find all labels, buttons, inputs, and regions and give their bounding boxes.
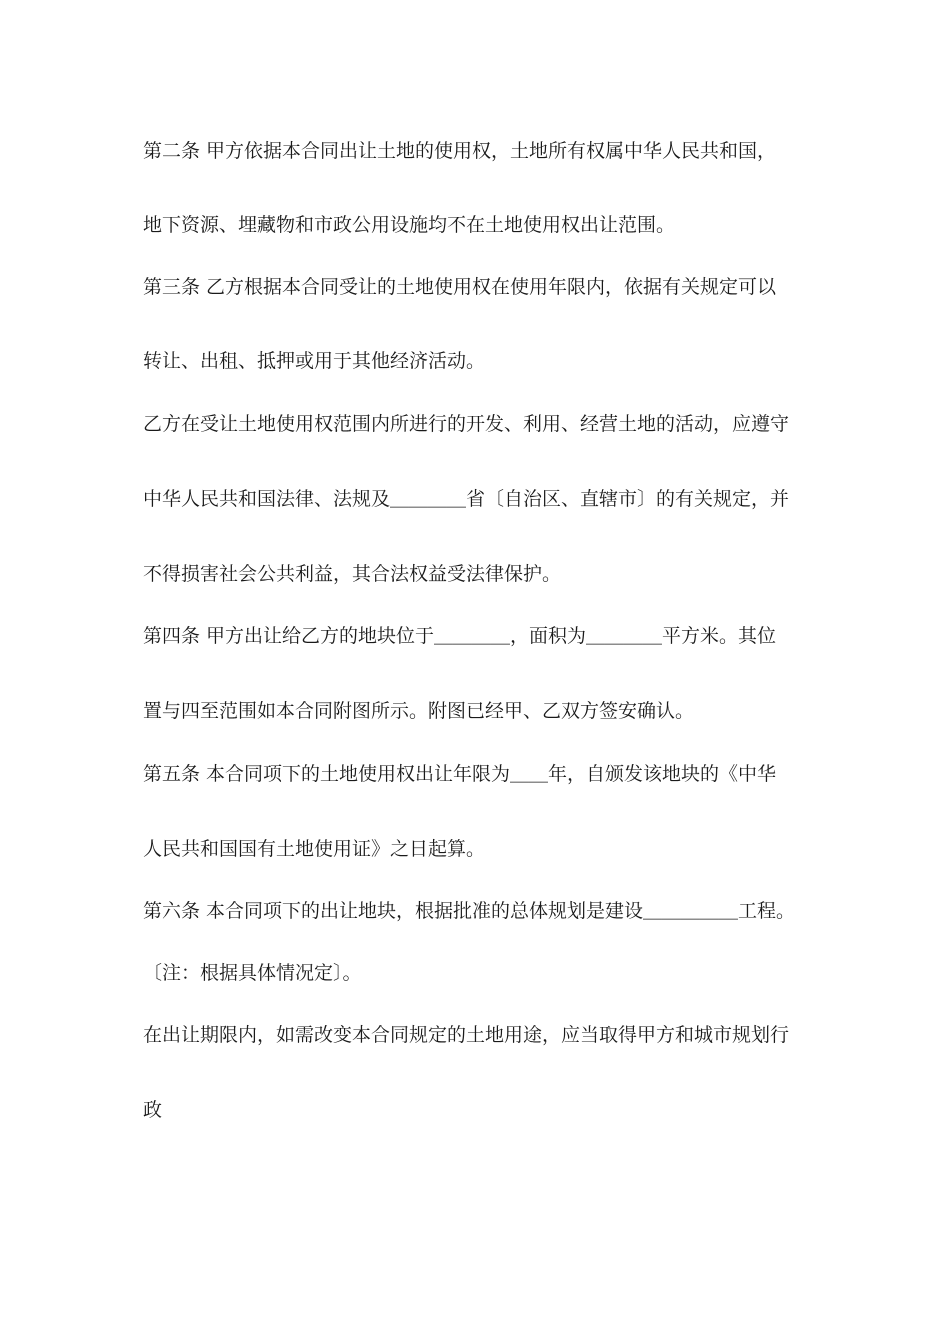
text-line: 第二条 甲方依据本合同出让土地的使用权，土地所有权属中华人民共和国，: [143, 140, 777, 162]
text-line: 第五条 本合同项下的土地使用权出让年限为＿＿年，自颁发该地块的《中华: [143, 763, 777, 785]
text-line: 政: [143, 1099, 163, 1121]
text-line: 不得损害社会公共利益，其合法权益受法律保护。: [143, 563, 562, 585]
text-line: 乙方在受让土地使用权范围内所进行的开发、利用、经营土地的活动，应遵守: [143, 413, 790, 435]
text-line: 在出让期限内，如需改变本合同规定的土地用途，应当取得甲方和城市规划行: [143, 1024, 790, 1046]
text-line: 置与四至范围如本合同附图所示。附图已经甲、乙双方签安确认。: [143, 700, 695, 722]
text-line: 地下资源、埋藏物和市政公用设施均不在土地使用权出让范围。: [143, 214, 676, 236]
text-line: 人民共和国国有土地使用证》之日起算。: [143, 838, 486, 860]
text-line: 第四条 甲方出让给乙方的地块位于＿＿＿＿，面积为＿＿＿＿平方米。其位: [143, 625, 777, 647]
text-line: 转让、出租、抵押或用于其他经济活动。: [143, 350, 486, 372]
text-line: 〔注：根据具体情况定〕。: [143, 962, 362, 984]
text-line: 第三条 乙方根据本合同受让的土地使用权在使用年限内，依据有关规定可以: [143, 276, 777, 298]
text-line: 中华人民共和国法律、法规及＿＿＿＿省〔自治区、直辖市〕的有关规定，并: [143, 488, 790, 510]
text-line: 第六条 本合同项下的出让地块，根据批准的总体规划是建设＿＿＿＿＿工程。: [143, 900, 796, 922]
